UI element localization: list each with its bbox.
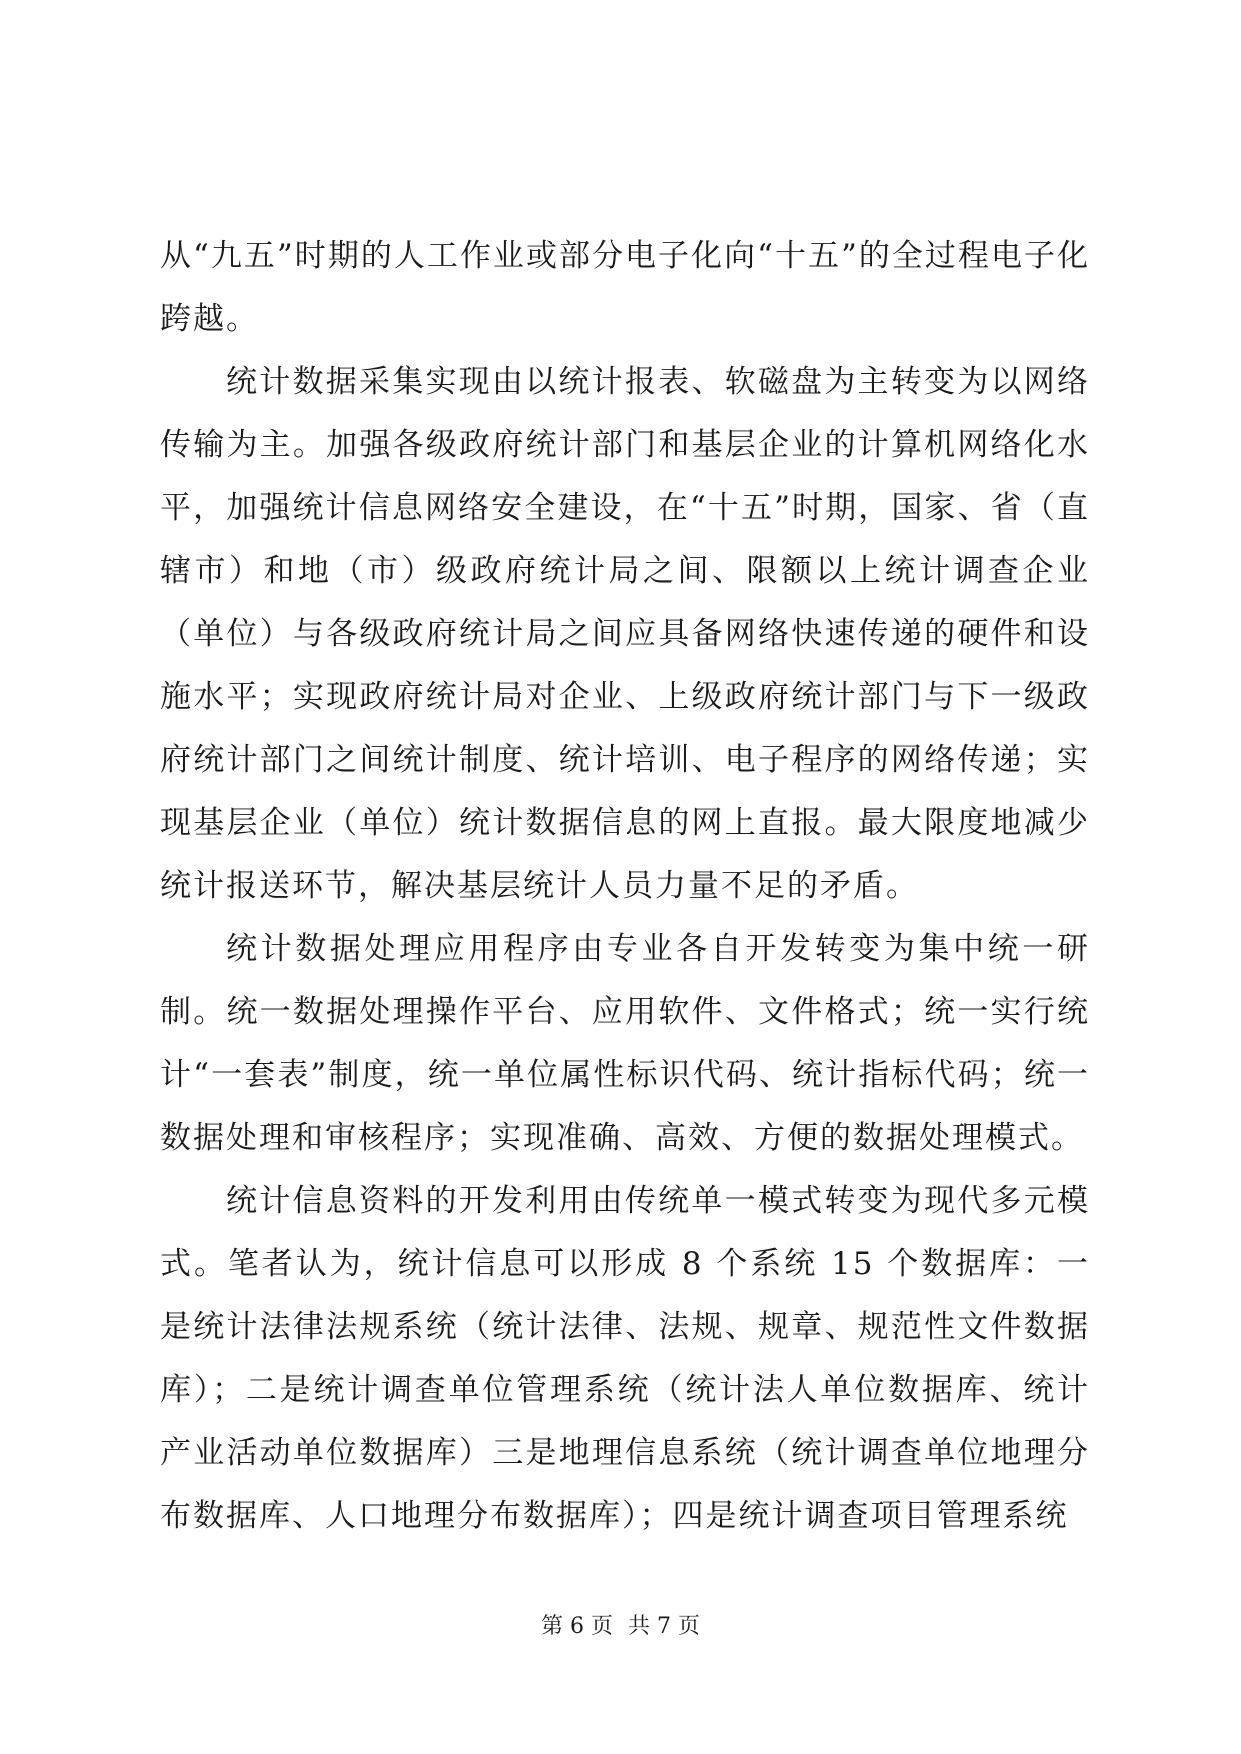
page-total: 共 7 页	[628, 1614, 700, 1639]
page-footer	[0, 1612, 1241, 1642]
page-number: 第 6 页	[541, 1614, 613, 1639]
document-body	[160, 225, 1090, 1548]
paragraph-1: 从“九五”时期的人工作业或部分电子化向“十五”的全过程电子化跨越。	[160, 238, 1090, 337]
paragraph-2: 统计数据采集实现由以统计报表、软磁盘为主转变为以网络传输为主。加强各级政府统计部门和基层企业的计算机网络化水平，加强统计信息网络安全建设，在“十五”时期，国家、省（直辖市）和地（市）级政府统计局之间、限额以上统计调查企业（单位）与各级政府统计局之间应具备网络快速传递的硬件和设施水平；实现政府统计局对企业、上级政府统计部门与下一级政府统计部门之间统计制度、统计培训、电子程序的网络传递；实现基层企业（单位）统计数据信息的网上直报。最大限度地减少统计报送环节，解决基层统计人员力量不足的矛盾。	[160, 364, 1090, 904]
paragraph-4: 统计信息资料的开发利用由传统单一模式转变为现代多元模式。笔者认为，统计信息可以形成 8 个系统 15 个数据库：一是统计法律法规系统（统计法律、法规、规章、规范性文件数据库）；二是统计调查单位管理系统（统计法人单位数据库、统计产业活动单位数据库）三是地理信息系统（统计调查单位地理分布数据库、人口地理分布数据库）；四是统计调查项目管理系统	[160, 1183, 1090, 1534]
paragraph-3: 统计数据处理应用程序由专业各自开发转变为集中统一研制。统一数据处理操作平台、应用软件、文件格式；统一实行统计“一套表”制度，统一单位属性标识代码、统计指标代码；统一数据处理和审核程序；实现准确、高效、方便的数据处理模式。	[160, 931, 1090, 1156]
